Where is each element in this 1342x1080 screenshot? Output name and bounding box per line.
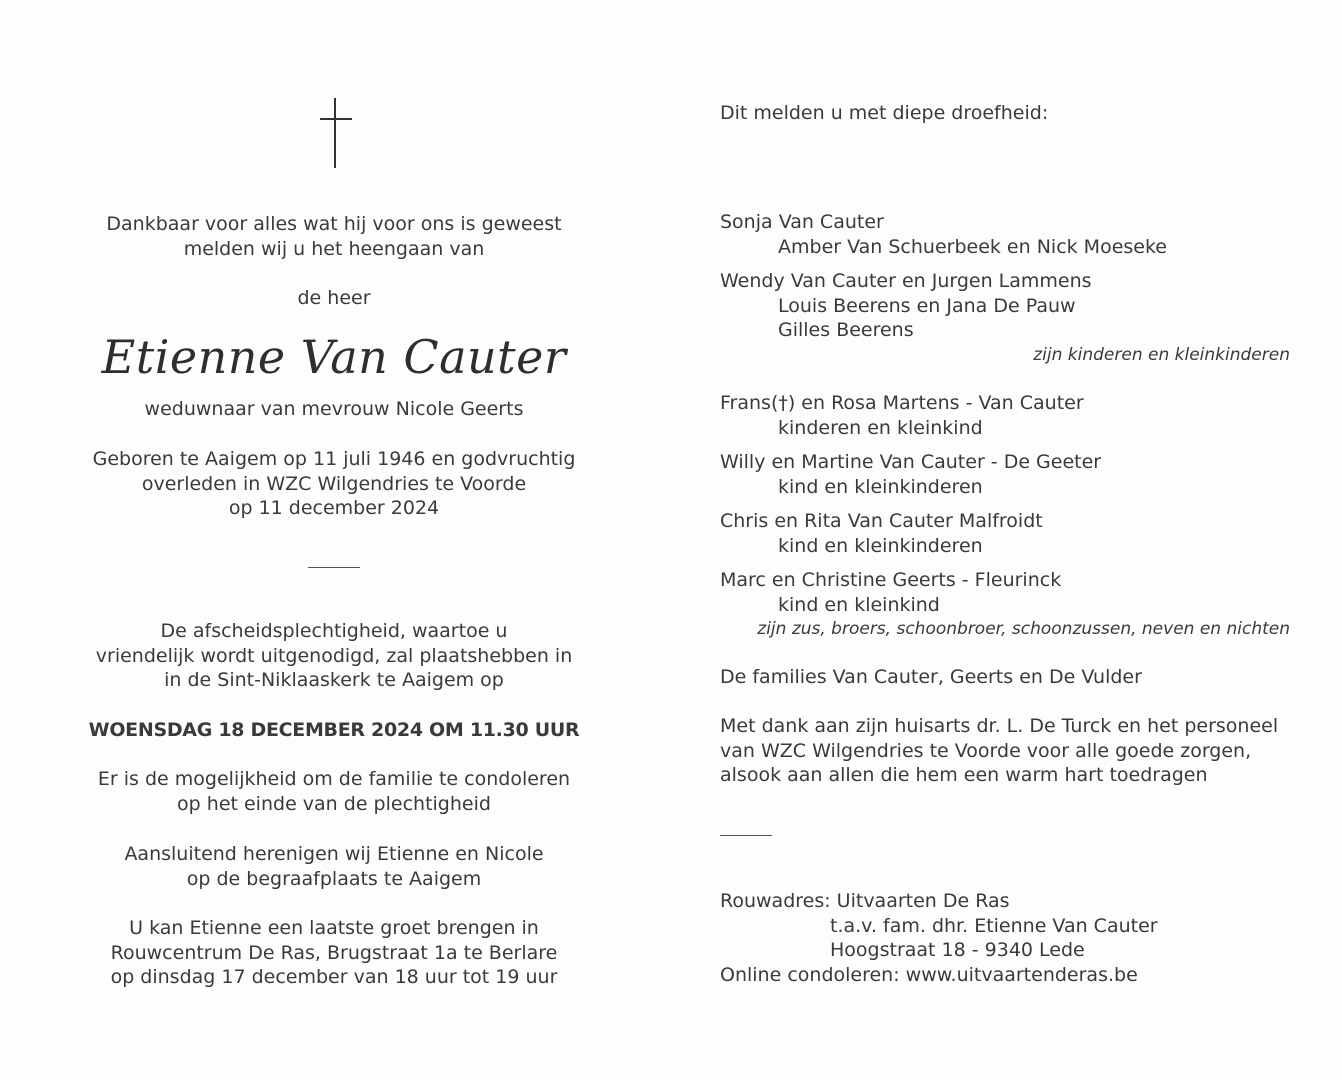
grandchild-line: Louis Beerens en Jana De Pauw	[778, 294, 1076, 317]
cross-icon	[320, 98, 352, 168]
burial-text: Aansluitend herenigen wij Etienne en Nicole op de begraafplaats te Aaigem	[124, 843, 544, 890]
sibling-sub: kinderen en kleinkind	[778, 416, 983, 439]
child-name: Sonja Van Cauter	[720, 211, 884, 233]
address-block	[720, 889, 1158, 987]
divider-left	[308, 567, 360, 568]
intro-text	[84, 212, 584, 261]
ceremony-date: WOENSDAG 18 DECEMBER 2024 OM 11.30 UUR	[88, 719, 580, 741]
birth-death-text: Geboren te Aaigem op 11 juli 1946 en godvruchtig overleden in WZC Wilgendries te Voorde op 11 december 2024	[92, 448, 576, 519]
sibling-sub: kind en kleinkinderen	[778, 475, 983, 498]
divider-right	[720, 835, 772, 836]
title-prefix: de heer	[297, 287, 371, 309]
children-block	[720, 210, 1290, 367]
sibling-name: Frans(†) en Rosa Martens - Van Cauter	[720, 392, 1084, 414]
sibling-name: Willy en Martine Van Cauter - De Geeter	[720, 451, 1102, 473]
siblings-role: zijn zus, broers, schoonbroer, schoonzussen, neven en nichten	[757, 619, 1290, 639]
right-heading: Dit melden u met diepe droefheid:	[720, 102, 1049, 124]
online-condolence-link[interactable]: Online condoleren: www.uitvaartenderas.be	[720, 963, 1138, 986]
visit-text: U kan Etienne een laatste groet brengen in Rouwcentrum De Ras, Brugstraat 1a te Berlare op dinsdag 17 december van 18 uur tot 19 uur	[110, 917, 558, 988]
families-line: De families Van Cauter, Geerts en De Vulder	[720, 666, 1142, 688]
address-label: Rouwadres: Uitvaarten De Ras	[720, 890, 1010, 912]
widower-line: weduwnaar van mevrouw Nicole Geerts	[144, 398, 524, 420]
siblings-block	[720, 391, 1290, 642]
address-line: Hoogstraat 18 - 9340 Lede	[830, 939, 1085, 961]
children-role: zijn kinderen en kleinkinderen	[1033, 344, 1290, 365]
grandchild-line: Gilles Beerens	[778, 319, 914, 341]
thanks-text: Met dank aan zijn huisarts dr. L. De Turck en het personeel van WZC Wilgendries te Voorde voor alle goede zorgen, alsook aan allen die hem een warm hart toedragen	[720, 715, 1279, 786]
sibling-name: Marc en Christine Geerts - Fleurinck	[720, 569, 1062, 591]
sibling-sub: kind en kleinkind	[778, 593, 940, 616]
intro-line: melden wij u het heengaan van	[183, 237, 485, 260]
intro-line: Dankbaar voor alles wat hij voor ons is geweest	[106, 213, 562, 235]
grandchild-line: Amber Van Schuerbeek en Nick Moeseke	[778, 235, 1167, 258]
child-name: Wendy Van Cauter en Jurgen Lammens	[720, 270, 1092, 292]
sibling-name: Chris en Rita Van Cauter Malfroidt	[720, 510, 1043, 532]
deceased-name: Etienne Van Cauter	[101, 330, 567, 384]
address-line: t.a.v. fam. dhr. Etienne Van Cauter	[830, 914, 1158, 937]
sibling-sub: kind en kleinkinderen	[778, 534, 983, 557]
ceremony-text: De afscheidsplechtigheid, waartoe u vriendelijk wordt uitgenodigd, zal plaatshebben in in de Sint-Niklaaskerk te Aaigem op	[95, 620, 573, 691]
condolence-text: Er is de mogelijkheid om de familie te condoleren op het einde van de plechtigheid	[97, 768, 571, 815]
